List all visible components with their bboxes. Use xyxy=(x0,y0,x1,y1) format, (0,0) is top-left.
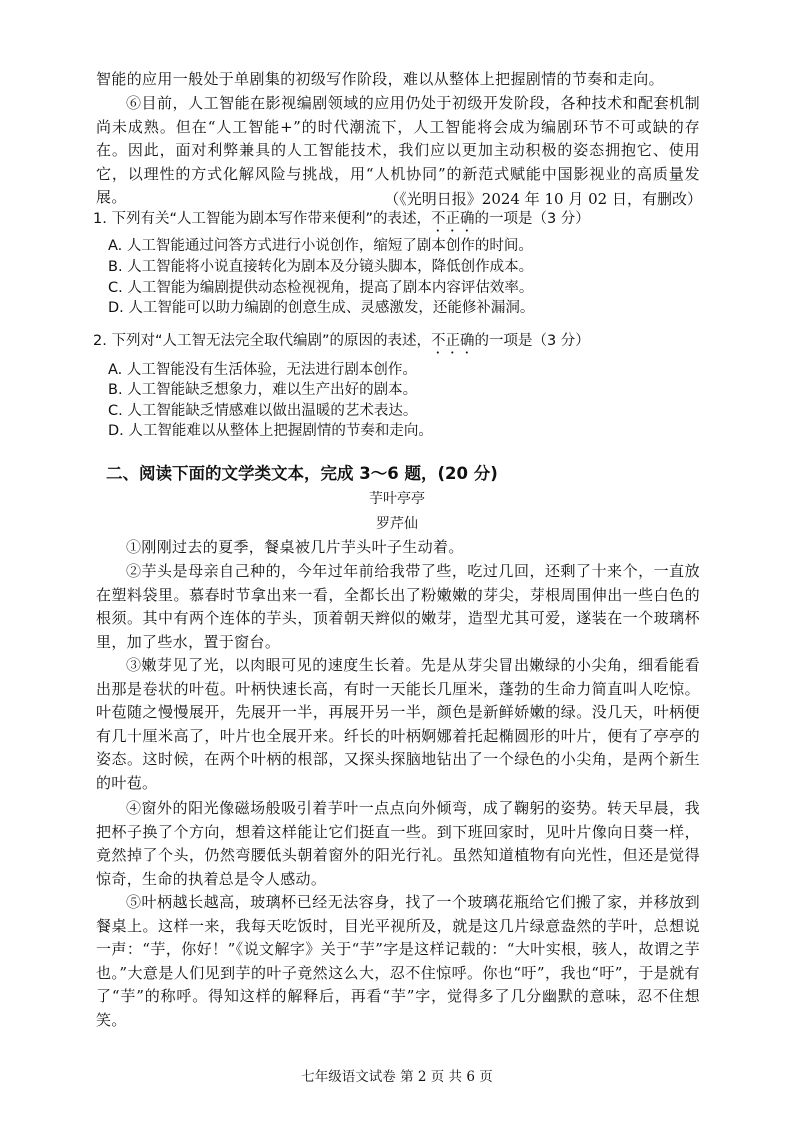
question-1-option-b: B. 人工智能将小说直接转化为剧本及分镜头脚本，降低创作成本。 xyxy=(108,259,534,275)
question-2-stem-tail: 的一项是（3 分） xyxy=(474,333,590,349)
question-2-stem-text: 2. 下列对“人工智无法完全取代编剧”的原因的表述， xyxy=(93,333,431,349)
page-footer: 七年级语文试卷 第 2 页 共 6 页 xyxy=(301,1069,493,1085)
question-2-option-b: B. 人工智能缺乏想象力，难以生产出好的剧本。 xyxy=(108,382,418,398)
question-1-stem-tail: 的一项是（3 分） xyxy=(474,211,590,227)
section-2-heading: 二、阅读下面的文学类文本，完成 3～6 题，(20 分) xyxy=(106,464,498,483)
question-1-stem-text: 1. 下列有关“人工智能为剧本写作带来便利”的表述， xyxy=(93,211,431,227)
article-paragraph-continued: 智能的应用一般处于单剧集的初级写作阶段，难以从整体上把握剧情的节奏和走向。 xyxy=(96,70,664,88)
essay-author: 罗芹仙 xyxy=(376,516,418,532)
question-2-stem xyxy=(93,330,713,357)
essay-paragraph-2: ②芋头是母亲自己种的，今年过年前给我带了些，吃过几回，还剩了十来个，一直放在塑料袋里。慕春时节拿出来一看，全都长出了粉嫩嫩的芽尖，芽根周围伸出一些白色的根须。其中有两个连体的芋头，顶着朝天辫似的嫩芽，造型尤其可爱，遂装在一个玻璃杯里，加了些水，置于窗台。 xyxy=(96,562,700,651)
article-paragraph-6: ⑥目前，人工智能在影视编剧领域的应用仍处于初级开发阶段，各种技术和配套机制尚未成熟。但在“人工智能+”的时代潮流下，人工智能将会成为编剧环节不可或缺的存在。因此，面对利弊兼具的人工智能技术，我们应以更加主动积极的姿态拥抱它、使用它，以理性的方式化解风险与挑战，用“人机协同”的新范式赋能中国影视业的高质量发展。 xyxy=(96,94,700,206)
question-2-option-c: C. 人工智能缺乏情感难以做出温暖的艺术表达。 xyxy=(108,403,418,419)
essay-paragraph-4: ④窗外的阳光像磁场般吸引着芋叶一点点向外倾弯，成了鞠躬的姿势。转天早晨，我把杯子换了个方向，想着这样能让它们挺直一些。到下班回家时，见叶片像向日葵一样，竟然掉了个头，仍然弯腰低头朝着窗外的阳光行礼。虽然知道植物有向光性，但还是觉得惊奇，生命的执着总是令人感动。 xyxy=(96,799,700,888)
question-1-option-c: C. 人工智能为编剧提供动态检视视角，提高了剧本内容评估效率。 xyxy=(108,280,534,296)
essay-title: 芋叶亭亭 xyxy=(369,491,425,507)
essay-paragraph-5: ⑤叶柄越长越高，玻璃杯已经无法容身，找了一个玻璃花瓶给它们搬了家，并移放到餐桌上。这样一来，我每天吃饭时，目光平视所及，就是这几片绿意盎然的芋叶，总想说一声：“芋，你好！”《说文解字》关于“芋”字是这样记载的：“大叶实根，骇人，故谓之芋也。”大意是人们见到芋的叶子竟然这么大，忍不住惊呼。你也“吁”，我也“吁”，于是就有了“芋”的称呼。得知这样的解释后，再看“芋”字，觉得多了几分幽默的意味，忍不住想笑。 xyxy=(96,893,700,1029)
essay-paragraph-1: ①刚刚过去的夏季，餐桌被几片芋头叶子生动着。 xyxy=(126,538,464,556)
question-2-emphasis: 不正确 xyxy=(430,333,475,349)
question-2-option-d: D. 人工智能难以从整体上把握剧情的节奏和走向。 xyxy=(108,423,433,439)
question-1-option-d: D. 人工智能可以助力编剧的创意生成、灵感激发，还能修补漏洞。 xyxy=(108,300,535,316)
article-source: （《光明日报》2024 年 10 月 02 日，有删改） xyxy=(384,190,702,208)
question-1-emphasis: 不正确 xyxy=(430,211,475,227)
question-1-option-a: A. 人工智能通过问答方式进行小说创作，缩短了剧本创作的时间。 xyxy=(108,238,533,254)
question-1-stem xyxy=(93,208,713,235)
question-2-option-a: A. 人工智能没有生活体验，无法进行剧本创作。 xyxy=(108,362,417,378)
essay-paragraph-3: ③嫩芽见了光，以肉眼可见的速度生长着。先是从芽尖冒出嫩绿的小尖角，细看能看出那是卷状的叶苞。叶柄快速长高，有时一天能长几厘米，蓬勃的生命力简直叫人吃惊。叶苞随之慢慢展开，先展开一半，再展开另一半，颜色是新鲜娇嫩的绿。没几天，叶柄便有几十厘米高了，叶片也全展开来。纤长的叶柄婀娜着托起椭圆形的叶片，便有了亭亭的姿态。这时候，在两个叶柄的根部，又探头探脑地钻出了一个绿色的小尖角，是两个新生的叶苞。 xyxy=(96,656,700,792)
